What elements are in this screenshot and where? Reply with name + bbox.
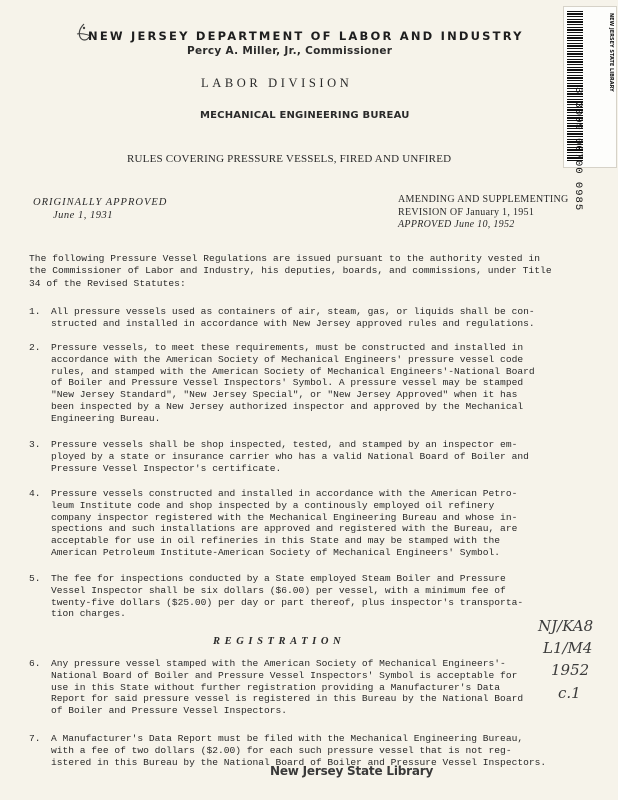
barcode-library-name: NEW JERSEY STATE LIBRARY bbox=[608, 13, 614, 92]
rule-line: been inspected by a New Jersey authorized inspector and approved by the Mechanical bbox=[51, 400, 524, 412]
intro-line: The following Pressure Vessel Regulations are issued pursuant to the authority vested in bbox=[29, 253, 541, 264]
rule-line: American Petroleum Institute-American Society of Mechanical Engineers' Symbol. bbox=[51, 546, 501, 558]
department-heading: NEW JERSEY DEPARTMENT OF LABOR AND INDUSTRY bbox=[88, 29, 524, 43]
rule-line: structed and installed in accordance with New Jersey approved rules and regulations. bbox=[51, 317, 535, 329]
rule-line: acceptable for use in oil refineries in this State and may be stamped with the bbox=[51, 535, 501, 547]
rule-line: The fee for inspections conducted by a State employed Steam Boiler and Pressure bbox=[51, 573, 506, 584]
commissioner-line: Percy A. Miller, Jr., Commissioner bbox=[187, 45, 393, 57]
rule-line: rules, and stamped with the American Society of Mechanical Engineers'-National Board bbox=[51, 365, 535, 377]
intro-line: 34 of the Revised Statutes: bbox=[29, 277, 186, 289]
intro-line: the Commissioner of Labor and Industry, his deputies, boards, and commissions, under Title bbox=[29, 265, 552, 277]
rule-line: Any pressure vessel stamped with the American Society of Mechanical Engineers'- bbox=[51, 658, 506, 669]
rule-number: 1. bbox=[29, 306, 41, 317]
rule-line: of Boiler and Pressure Vessel Inspectors' Symbol. A pressure vessel may be stamped bbox=[51, 377, 524, 389]
rule-line: of Boiler and Pressure Vessel Inspectors. bbox=[51, 705, 288, 717]
handwritten-year: 1952 bbox=[551, 661, 590, 679]
originally-approved-label: ORIGINALLY APPROVED bbox=[33, 197, 168, 208]
intro-paragraph bbox=[29, 253, 552, 290]
rule-line: twenty-five dollars ($25.00) per day or part thereof, plus inspector's transporta- bbox=[51, 596, 524, 608]
rule-number: 4. bbox=[29, 488, 41, 499]
rule-line: with a fee of two dollars ($2.00) for each such pressure vessel that is not reg- bbox=[51, 744, 512, 756]
rule-line: tion charges. bbox=[51, 608, 126, 620]
handwritten-copy: c.1 bbox=[558, 684, 581, 702]
rule-line: "New Jersey Standard", "New Jersey Special", or "New Jersey Approved" when it has bbox=[51, 389, 518, 401]
rule-line: National Board of Boiler and Pressure Vessel Inspectors' Symbol is acceptable for bbox=[51, 669, 518, 681]
division-heading: LABOR DIVISION bbox=[201, 76, 353, 90]
registration-heading: REGISTRATION bbox=[213, 636, 346, 647]
rule-line: All pressure vessels used as containers of air, steam, gas, or liquids shall be con- bbox=[51, 306, 535, 317]
approved-line: APPROVED June 10, 1952 bbox=[398, 219, 515, 230]
rule-line: Pressure vessels, to meet these requirements, must be constructed and installed in bbox=[51, 342, 524, 353]
rule-line: accordance with the American Society of Mechanical Engineers' pressure vessel code bbox=[51, 353, 524, 365]
rule-number: 6. bbox=[29, 658, 41, 669]
originally-approved-date: June 1, 1931 bbox=[53, 210, 113, 221]
document-title: RULES COVERING PRESSURE VESSELS, FIRED AND UNFIRED bbox=[127, 153, 452, 165]
rule-line: Pressure Vessel Inspector's certificate. bbox=[51, 462, 282, 474]
amending-block bbox=[398, 194, 569, 232]
handwritten-call-number: L1/M4 bbox=[543, 639, 593, 657]
rule-line: use in this State without further registration providing a Manufacturer's Data bbox=[51, 681, 501, 693]
rule-line: Vessel Inspector shall be six dollars ($6.00) per vessel, with a minimum fee of bbox=[51, 584, 506, 596]
rule-line: company inspector registered with the Mechanical Engineering Bureau and whose in- bbox=[51, 511, 518, 523]
barcode-label bbox=[563, 6, 617, 212]
rule-line: Engineering Bureau. bbox=[51, 412, 161, 424]
rule-line: Pressure vessels shall be shop inspected, tested, and stamped by an inspector em- bbox=[51, 439, 518, 450]
rule-line: istered in this Bureau by the National Board of Boiler and Pressure Vessel Inspectors. bbox=[51, 756, 547, 768]
library-stamp: New Jersey State Library bbox=[270, 764, 434, 778]
rule-line: Pressure vessels constructed and installed in accordance with the American Petro- bbox=[51, 488, 518, 499]
amending-line: AMENDING AND SUPPLEMENTING bbox=[398, 194, 569, 205]
rule-number: 7. bbox=[29, 733, 41, 744]
revision-line: REVISION OF January 1, 1951 bbox=[398, 206, 535, 218]
rule-line: A Manufacturer's Data Report must be filed with the Mechanical Engineering Bureau, bbox=[51, 733, 524, 744]
barcode-number: 3 3009 00700 0985 bbox=[572, 87, 584, 212]
rule-number: 5. bbox=[29, 573, 41, 584]
rule-number: 3. bbox=[29, 439, 41, 450]
handwritten-call-number: NJ/KA8 bbox=[538, 617, 594, 635]
rule-line: spections and such installations are approved and registered with the Bureau, are bbox=[51, 523, 518, 535]
bureau-heading: MECHANICAL ENGINEERING BUREAU bbox=[200, 110, 410, 121]
rule-line: Report for said pressure vessel is registered in this Bureau by the National Board bbox=[51, 693, 524, 705]
rule-line: leum Institute code and shop inspected by a continously employed oil refinery bbox=[51, 499, 495, 511]
rule-number: 2. bbox=[29, 342, 41, 353]
rule-line: ployed by a state or insurance carrier who has a valid National Board of Boiler and bbox=[51, 450, 529, 462]
